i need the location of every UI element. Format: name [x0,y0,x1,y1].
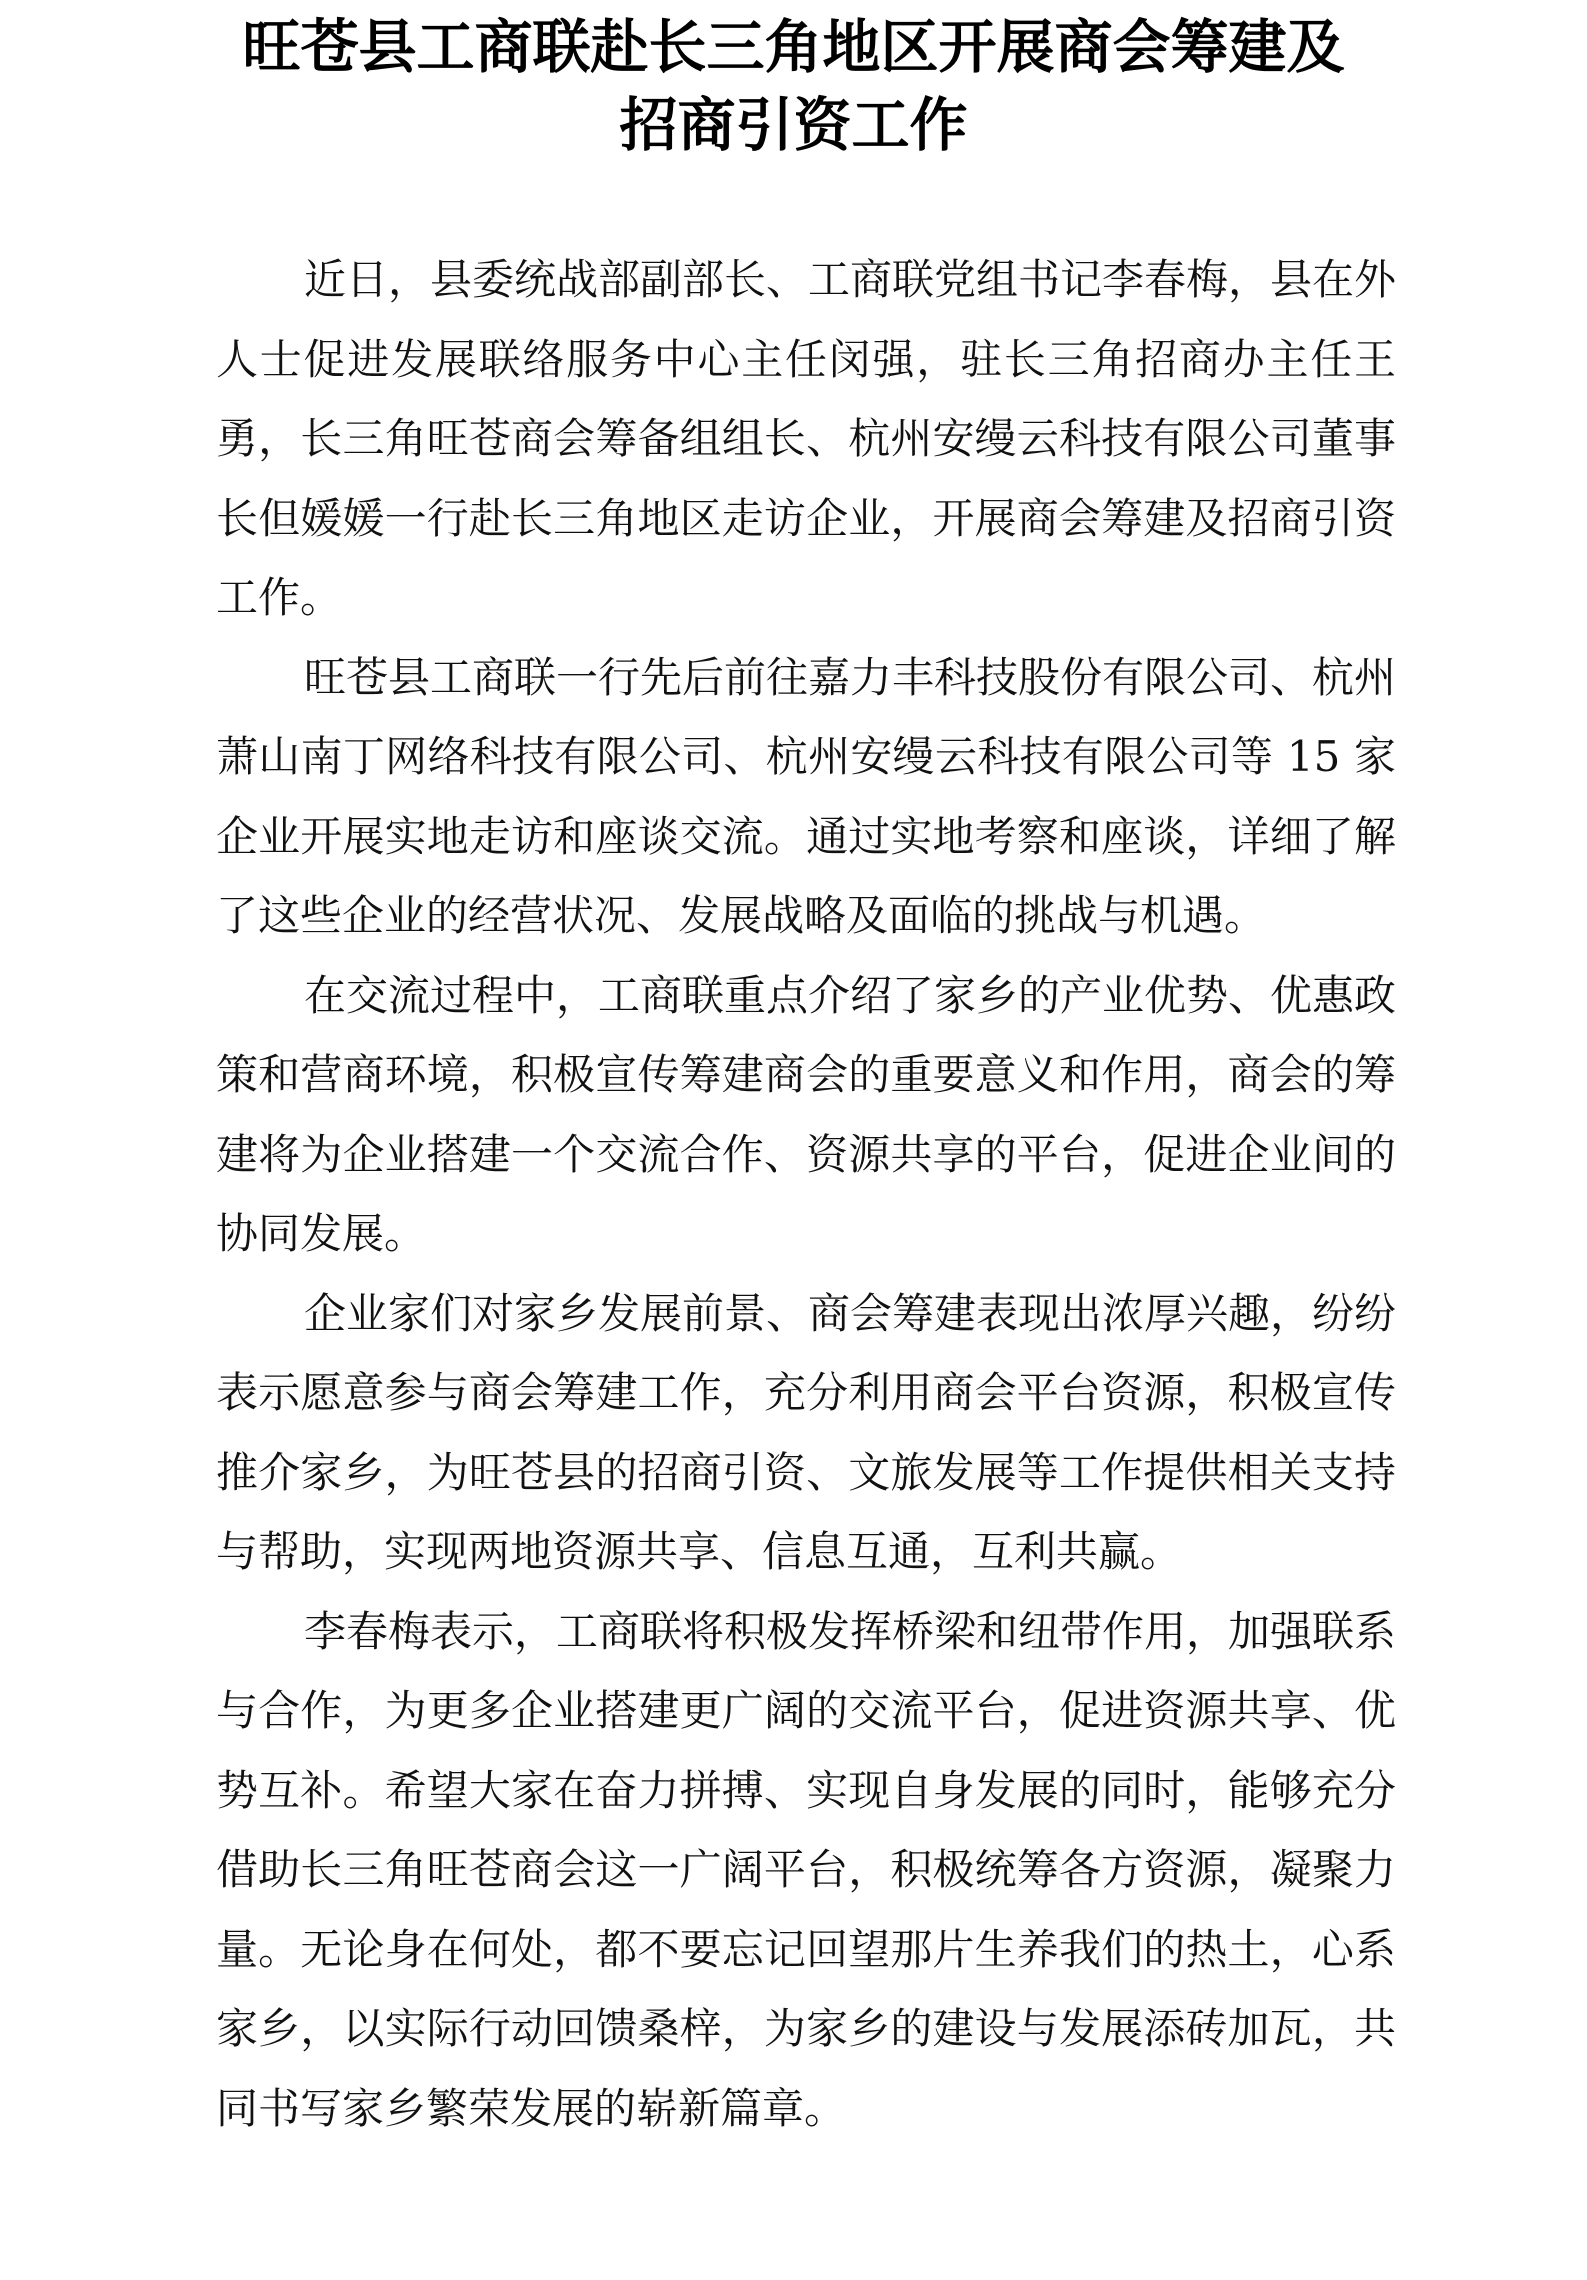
article-title-line-1: 旺苍县工商联赴长三角地区开展商会筹建及 [242,13,1345,81]
article-title-line-2: 招商引资工作 [619,91,968,159]
paragraph-1: 近日，县委统战部副部长、工商联党组书记李春梅，县在外人士促进发展联络服务中心主任闵强，驻长三角招商办主任王勇，长三角旺苍商会筹备组组长、杭州安缦云科技有限公司董事长但媛媛一行赴长三角地区走访企业，开展商会筹建及招商引资工作。 [216,255,1397,622]
paragraph-3: 在交流过程中，工商联重点介绍了家乡的产业优势、优惠政策和营商环境，积极宣传筹建商会的重要意义和作用，商会的筹建将为企业搭建一个交流合作、资源共享的平台，促进企业间的协同发展。 [216,970,1397,1258]
paragraph-4: 企业家们对家乡发展前景、商会筹建表现出浓厚兴趣，纷纷表示愿意参与商会筹建工作，充分利用商会平台资源，积极宣传推介家乡，为旺苍县的招商引资、文旅发展等工作提供相关支持与帮助，实现两地资源共享、信息互通，互利共赢。 [216,1288,1397,1576]
paragraph-2: 旺苍县工商联一行先后前往嘉力丰科技股份有限公司、杭州萧山南丁网络科技有限公司、杭州安缦云科技有限公司等 15 家企业开展实地走访和座谈交流。通过实地考察和座谈，详细了解了这些企业的经营状况、发展战略及面临的挑战与机遇。 [216,652,1397,940]
paragraph-5: 李春梅表示，工商联将积极发挥桥梁和纽带作用，加强联系与合作，为更多企业搭建更广阔的交流平台，促进资源共享、优势互补。希望大家在奋力拼搏、实现自身发展的同时，能够充分借助长三角旺苍商会这一广阔平台，积极统筹各方资源，凝聚力量。无论身在何处，都不要忘记回望那片生养我们的热土，心系家乡，以实际行动回馈桑梓，为家乡的建设与发展添砖加瓦，共同书写家乡繁荣发展的崭新篇章。 [216,1606,1397,2133]
article-body [216,240,1396,2148]
